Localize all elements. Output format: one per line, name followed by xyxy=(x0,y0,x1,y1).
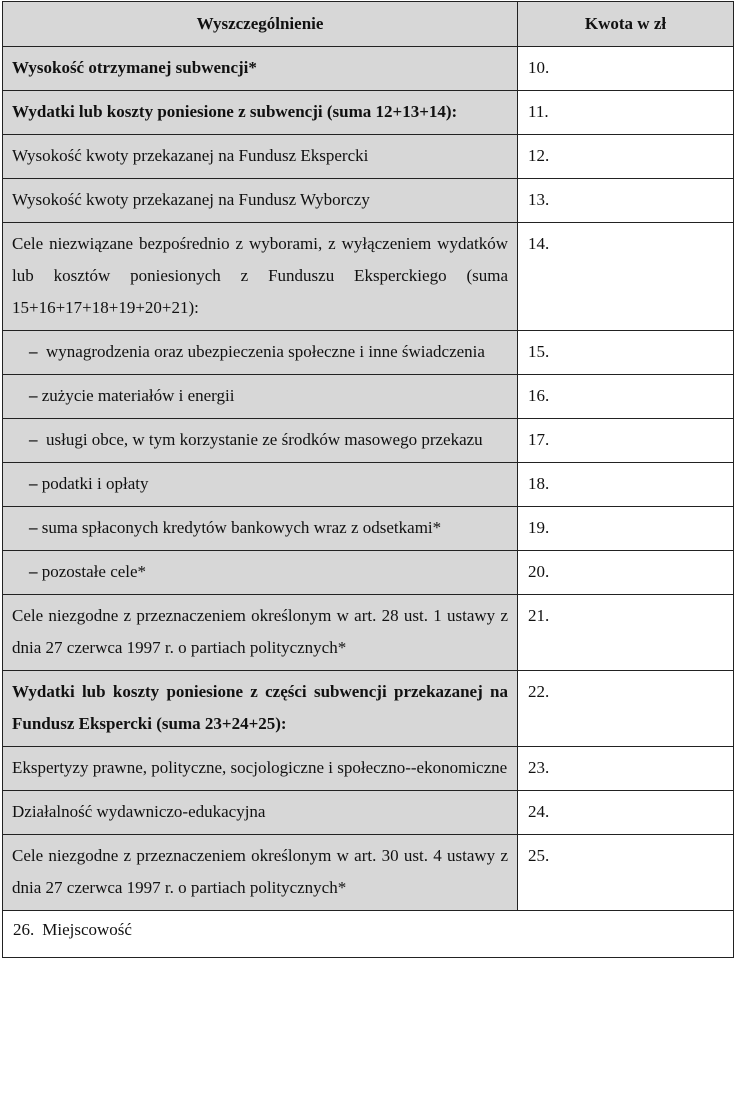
table-header-row xyxy=(3,2,734,47)
row-description-text: usługi obce, w tym korzystanie ze środków masowego przekazu xyxy=(46,430,483,449)
table-row xyxy=(3,375,734,419)
row-number: 25. xyxy=(518,835,734,911)
dash-bullet: – xyxy=(29,518,38,537)
row-description: Wysokość kwoty przekazanej na Fundusz Ekspercki xyxy=(3,135,518,179)
row-number: 16. xyxy=(518,375,734,419)
row-description: Działalność wydawniczo-edukacyjna xyxy=(3,791,518,835)
table-row xyxy=(3,595,734,671)
place-field-label: Miejscowość xyxy=(42,920,132,939)
table-row xyxy=(3,135,734,179)
place-field-number: 26. xyxy=(13,920,35,939)
table-row xyxy=(3,47,734,91)
row-number: 19. xyxy=(518,507,734,551)
row-description: Cele niezwiązane bezpośrednio z wyborami, z wyłączeniem wydatków lub kosztów poniesionych z Funduszu Eksperckiego (suma 15+16+17+18+19+20+21): xyxy=(3,223,518,331)
row-description xyxy=(3,331,518,375)
row-description-text: pozostałe cele* xyxy=(41,562,147,581)
row-number: 14. xyxy=(518,223,734,331)
row-description: Wysokość kwoty przekazanej na Fundusz Wyborczy xyxy=(3,179,518,223)
dash-bullet: – xyxy=(29,562,38,581)
row-description xyxy=(3,463,518,507)
row-description: Cele niezgodne z przeznaczeniem określonym w art. 28 ust. 1 ustawy z dnia 27 czerwca 1997 r. o partiach politycznych* xyxy=(3,595,518,671)
row-number: 21. xyxy=(518,595,734,671)
row-description xyxy=(3,375,518,419)
row-number: 13. xyxy=(518,179,734,223)
row-description-text: podatki i opłaty xyxy=(41,474,149,493)
dash-bullet: – xyxy=(29,474,38,493)
row-description: Wydatki lub koszty poniesione z subwencji (suma 12+13+14): xyxy=(3,91,518,135)
row-number: 10. xyxy=(518,47,734,91)
table-row xyxy=(3,791,734,835)
table-row xyxy=(3,463,734,507)
table-row xyxy=(3,91,734,135)
row-description-text: suma spłaconych kredytów bankowych wraz z odsetkami* xyxy=(41,518,442,537)
row-description xyxy=(3,419,518,463)
dash-bullet: – xyxy=(29,386,38,405)
row-number: 23. xyxy=(518,747,734,791)
dash-bullet: – xyxy=(29,430,38,449)
table-row xyxy=(3,331,734,375)
footer-row xyxy=(3,911,734,958)
table-row xyxy=(3,747,734,791)
table-row xyxy=(3,507,734,551)
row-number: 15. xyxy=(518,331,734,375)
dash-bullet: – xyxy=(29,342,38,361)
row-number: 11. xyxy=(518,91,734,135)
row-number: 22. xyxy=(518,671,734,747)
row-description: Wysokość otrzymanej subwencji* xyxy=(3,47,518,91)
financial-report-table xyxy=(2,1,734,958)
row-number: 20. xyxy=(518,551,734,595)
row-number: 17. xyxy=(518,419,734,463)
row-description xyxy=(3,507,518,551)
table-row xyxy=(3,551,734,595)
row-description-text: zużycie materiałów i energii xyxy=(41,386,235,405)
table-row xyxy=(3,223,734,331)
table-row xyxy=(3,835,734,911)
header-amount: Kwota w zł xyxy=(518,2,734,47)
row-description xyxy=(3,551,518,595)
table-row xyxy=(3,419,734,463)
row-number: 18. xyxy=(518,463,734,507)
row-number: 24. xyxy=(518,791,734,835)
row-number: 12. xyxy=(518,135,734,179)
row-description: Cele niezgodne z przeznaczeniem określonym w art. 30 ust. 4 ustawy z dnia 27 czerwca 1997 r. o partiach politycznych* xyxy=(3,835,518,911)
header-description: Wyszczególnienie xyxy=(3,2,518,47)
place-field[interactable] xyxy=(3,911,734,958)
row-description-text: wynagrodzenia oraz ubezpieczenia społeczne i inne świadczenia xyxy=(46,342,485,361)
row-description: Wydatki lub koszty poniesione z części subwencji przekazanej na Fundusz Ekspercki (suma 23+24+25): xyxy=(3,671,518,747)
table-row xyxy=(3,179,734,223)
row-description: Ekspertyzy prawne, polityczne, socjologiczne i społeczno--ekonomiczne xyxy=(3,747,518,791)
table-row xyxy=(3,671,734,747)
